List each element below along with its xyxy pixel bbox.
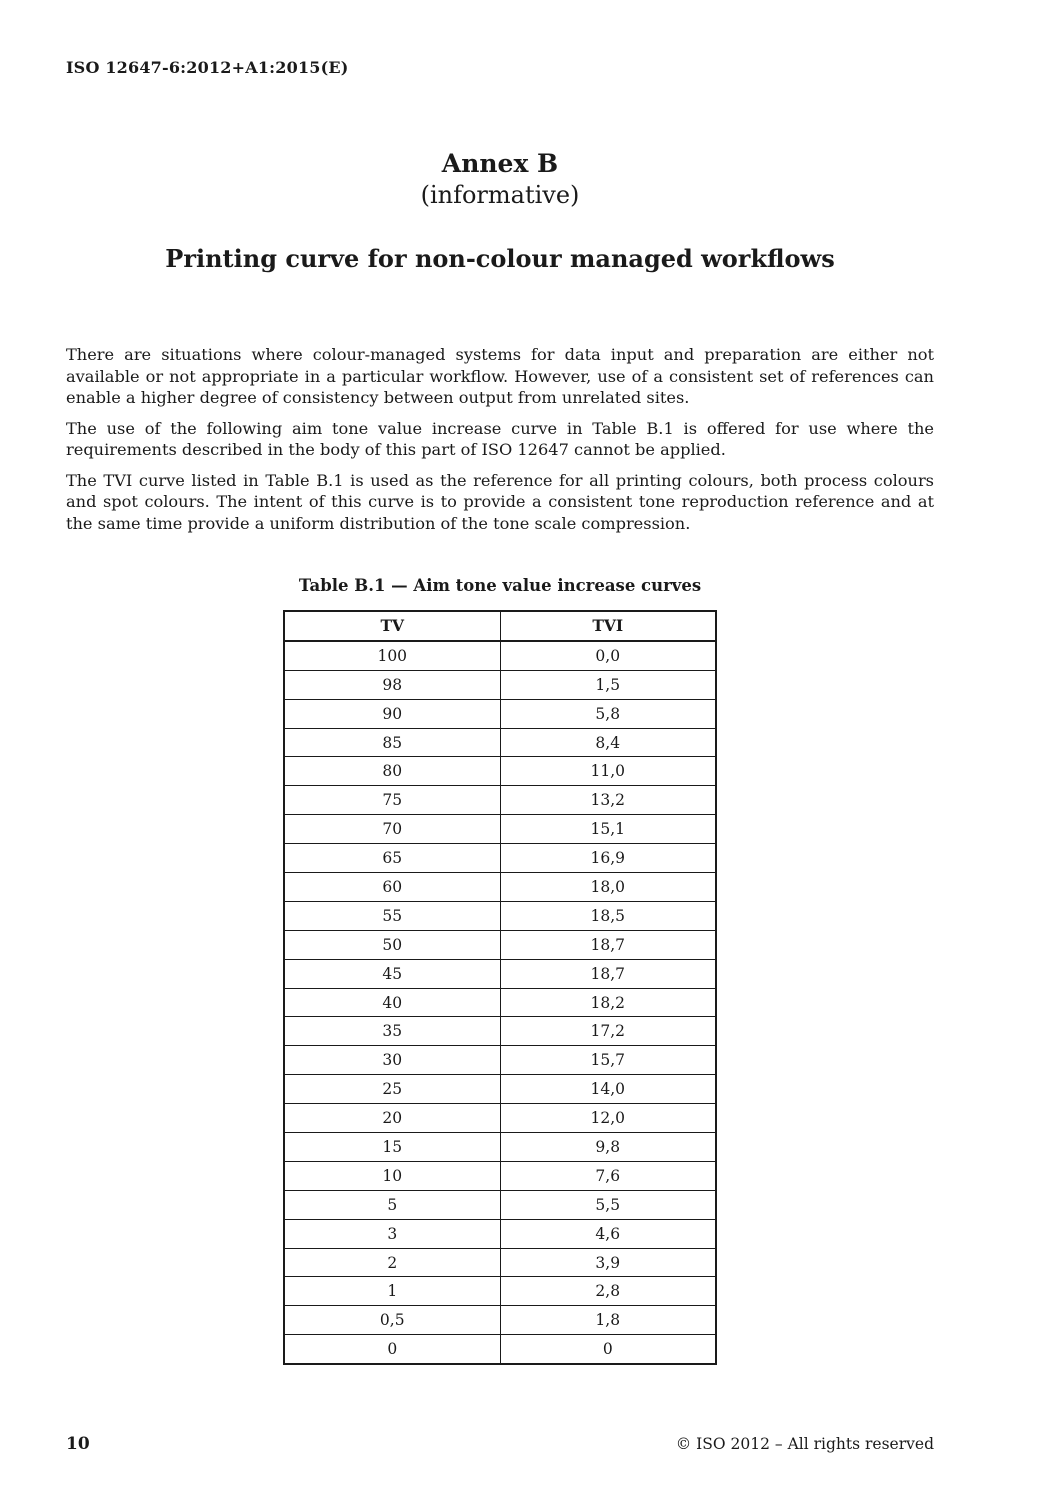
table-body: [284, 641, 716, 1364]
table-row: [284, 1075, 716, 1104]
cell-tvi: 18,7: [500, 959, 716, 988]
cell-tv: 25: [284, 1075, 500, 1104]
annex-title: Annex B: [441, 149, 559, 178]
body-text: [66, 344, 934, 543]
cell-tv: 35: [284, 1017, 500, 1046]
table-row: [284, 670, 716, 699]
cell-tv: 80: [284, 757, 500, 786]
table-row: [284, 1190, 716, 1219]
cell-tv: 65: [284, 844, 500, 873]
table-row: [284, 873, 716, 902]
paragraph: There are situations where colour-managed systems for data input and preparation are either not available or not appropriate in a particular workflow. However, use of a consistent set of references can enable a higher degree of consistency between output from unrelated sites.: [66, 345, 934, 407]
cell-tv: 45: [284, 959, 500, 988]
cell-tv: 1: [284, 1277, 500, 1306]
cell-tv: 60: [284, 873, 500, 902]
cell-tv: 40: [284, 988, 500, 1017]
table-row: [284, 1277, 716, 1306]
table-row: [284, 1219, 716, 1248]
table-row: [284, 1133, 716, 1162]
table-row: [284, 1248, 716, 1277]
cell-tvi: 18,7: [500, 930, 716, 959]
cell-tvi: 18,0: [500, 873, 716, 902]
table-row: [284, 1161, 716, 1190]
cell-tv: 85: [284, 728, 500, 757]
column-header-tvi: TVI: [500, 611, 716, 641]
table-row: [284, 959, 716, 988]
cell-tvi: 4,6: [500, 1219, 716, 1248]
cell-tv: 100: [284, 641, 500, 670]
cell-tvi: 3,9: [500, 1248, 716, 1277]
cell-tvi: 12,0: [500, 1104, 716, 1133]
table-row: [284, 815, 716, 844]
cell-tv: 98: [284, 670, 500, 699]
cell-tvi: 17,2: [500, 1017, 716, 1046]
cell-tvi: 5,8: [500, 699, 716, 728]
cell-tv: 3: [284, 1219, 500, 1248]
cell-tv: 15: [284, 1133, 500, 1162]
table-row: [284, 1017, 716, 1046]
table-row: [284, 641, 716, 670]
table-row: [284, 988, 716, 1017]
page-number: 10: [66, 1434, 90, 1454]
cell-tvi: 1,8: [500, 1306, 716, 1335]
table-row: [284, 757, 716, 786]
table-row: [284, 930, 716, 959]
tvi-table: [283, 610, 717, 1365]
cell-tvi: 15,1: [500, 815, 716, 844]
table-row: [284, 786, 716, 815]
table-row: [284, 901, 716, 930]
table-row: [284, 728, 716, 757]
cell-tvi: 11,0: [500, 757, 716, 786]
annex-heading: [0, 148, 1000, 210]
cell-tv: 90: [284, 699, 500, 728]
table-row: [284, 1335, 716, 1364]
table-row: [284, 699, 716, 728]
cell-tv: 0,5: [284, 1306, 500, 1335]
cell-tvi: 8,4: [500, 728, 716, 757]
cell-tv: 0: [284, 1335, 500, 1364]
cell-tvi: 18,5: [500, 901, 716, 930]
document-identifier: ISO 12647-6:2012+A1:2015(E): [66, 58, 349, 77]
cell-tvi: 16,9: [500, 844, 716, 873]
table-row: [284, 1046, 716, 1075]
cell-tvi: 7,6: [500, 1161, 716, 1190]
cell-tvi: 15,7: [500, 1046, 716, 1075]
cell-tvi: 0,0: [500, 641, 716, 670]
table-header-row: [284, 611, 716, 641]
cell-tv: 5: [284, 1190, 500, 1219]
cell-tv: 20: [284, 1104, 500, 1133]
section-title: Printing curve for non-colour managed workflows: [165, 244, 835, 273]
paragraph: The TVI curve listed in Table B.1 is used as the reference for all printing colours, both process colours and spot colours. The intent of this curve is to provide a consistent tone reproduction reference and at the same time provide a uniform distribution of the tone scale compression.: [66, 470, 934, 533]
column-header-tv: TV: [284, 611, 500, 641]
cell-tvi: 5,5: [500, 1190, 716, 1219]
cell-tv: 75: [284, 786, 500, 815]
cell-tvi: 14,0: [500, 1075, 716, 1104]
cell-tvi: 9,8: [500, 1133, 716, 1162]
cell-tv: 2: [284, 1248, 500, 1277]
table-row: [284, 1104, 716, 1133]
copyright-notice: © ISO 2012 – All rights reserved: [675, 1435, 934, 1453]
cell-tvi: 2,8: [500, 1277, 716, 1306]
table-caption: Table B.1 — Aim tone value increase curves: [298, 576, 702, 595]
table-row: [284, 844, 716, 873]
table-row: [284, 1306, 716, 1335]
cell-tv: 55: [284, 901, 500, 930]
cell-tv: 50: [284, 930, 500, 959]
cell-tvi: 1,5: [500, 670, 716, 699]
cell-tvi: 18,2: [500, 988, 716, 1017]
annex-subtitle: (informative): [420, 181, 580, 209]
cell-tv: 70: [284, 815, 500, 844]
cell-tv: 30: [284, 1046, 500, 1075]
paragraph: The use of the following aim tone value increase curve in Table B.1 is offered for use where the requirements described in the body of this part of ISO 12647 cannot be applied.: [66, 418, 934, 459]
cell-tv: 10: [284, 1161, 500, 1190]
cell-tvi: 13,2: [500, 786, 716, 815]
cell-tvi: 0: [500, 1335, 716, 1364]
